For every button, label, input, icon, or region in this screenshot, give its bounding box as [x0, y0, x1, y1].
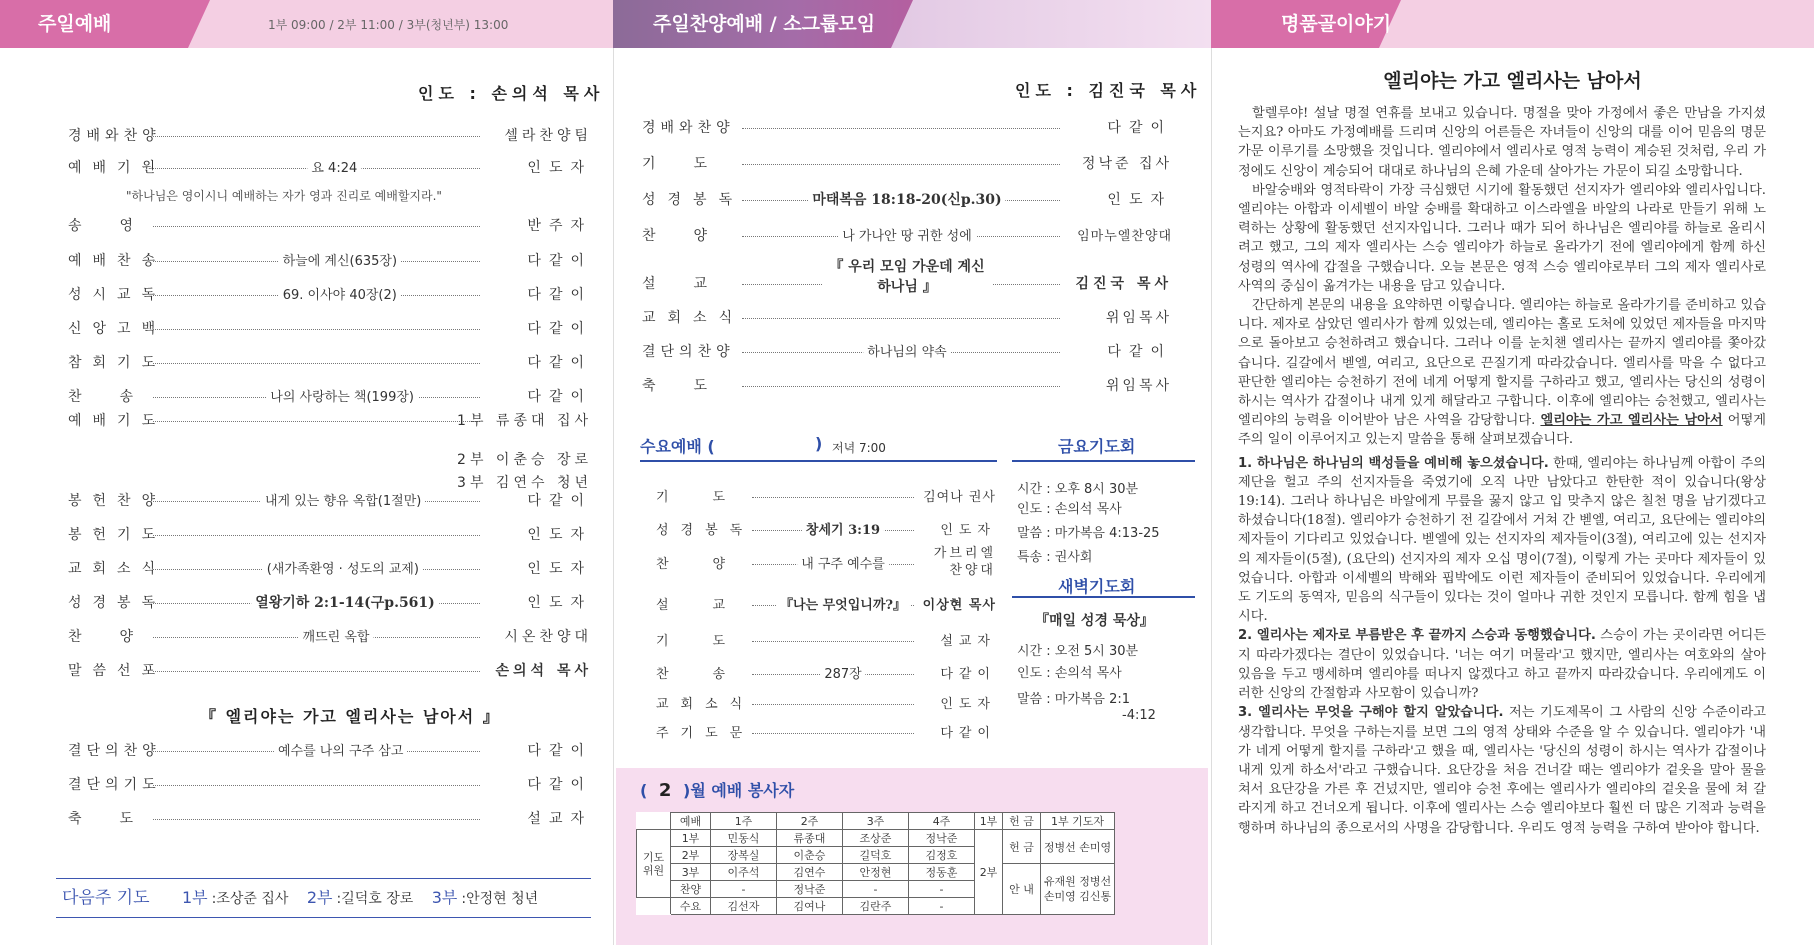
row-person: 다같이	[1107, 120, 1172, 136]
row-person: 임마누엘찬양대	[1077, 229, 1172, 244]
table-row: 3부 이주석 김연수 안정현 정동훈 안 내 유재원 정병선 손미영 김신통	[637, 864, 1115, 881]
service-row	[642, 259, 1172, 303]
row-person: 정낙준 집사	[1081, 156, 1172, 172]
row-content: 내 구주 예수를	[797, 553, 889, 572]
dawn-time: 시간 : 오전 5시 30분	[1017, 644, 1139, 659]
fri-title: 금요기도회	[1058, 437, 1136, 456]
table-row: 기도 위원 1부 민동식 류종대 조상준 정낙준 2부 헌 금 정병선 손미영	[637, 830, 1115, 847]
presider: 인도 : 김진국 목사	[1015, 81, 1202, 100]
service-times: 1부 09:00 / 2부 11:00 / 3부(청년부) 13:00	[268, 18, 509, 32]
row-label: 경배와찬양	[642, 120, 735, 136]
wed-row	[656, 722, 996, 746]
row-person: 1부 류종대 집사	[457, 413, 592, 429]
leader-dots	[742, 127, 1060, 129]
leader-dots	[742, 163, 1060, 165]
row-label: 송영	[68, 218, 172, 234]
presider: 인도 : 손의석 목사	[418, 84, 605, 103]
next-week-prayer: 다음주 기도 1부 :조상준 집사 2부 :길덕호 장로 3부 :안정현 청년	[56, 878, 591, 918]
row-content: 하나님의 약속	[863, 341, 950, 360]
wed-row	[656, 630, 996, 654]
dawn-leader: 인도 : 손의석 목사	[1017, 666, 1122, 681]
row-label: 찬양	[656, 557, 770, 572]
header-title: 주일찬양예배 / 소그룹모임	[653, 13, 876, 35]
row-content: 『나는 무엇입니까?』	[776, 594, 910, 613]
row-content: 예수를 나의 구주 삼고	[274, 740, 407, 759]
row-label: 기도	[642, 156, 746, 172]
header-bar	[613, 0, 1211, 48]
row-label: 예배기원	[68, 160, 167, 176]
row-person: 이상현 목사	[922, 598, 996, 613]
row-person: 다같이	[527, 493, 592, 509]
row-content: 내게 있는 향유 옥합(1절만)	[261, 490, 425, 509]
volunteer-title: ( 2 )월 예배 봉사자	[640, 780, 795, 801]
service-row	[68, 774, 592, 798]
fri-special: 특송 : 권사회	[1017, 550, 1093, 565]
row-label: 성경봉독	[642, 192, 745, 208]
service-row	[68, 626, 592, 650]
leader-dots	[153, 225, 480, 227]
scripture-quote: "하나님은 영이시니 예배하는 자가 영과 진리로 예배할지라."	[126, 189, 442, 203]
row-person: 인도자	[527, 595, 592, 611]
service-row	[68, 215, 592, 239]
fri-underline	[1012, 460, 1195, 462]
prayer-3rd: 3부 김연수 청년	[457, 475, 592, 491]
row-person: 위임목사	[1105, 378, 1172, 394]
row-label: 예배찬송	[68, 253, 167, 269]
row-content: 깨뜨린 옥합	[299, 626, 374, 645]
row-label: 기도	[656, 634, 770, 649]
leader-dots	[153, 328, 480, 330]
table-row: 찬양 - 정낙준 - -	[637, 881, 1115, 898]
table-header-row: 예배 1주 2주 3주 4주 1부 헌 금 1부 기도자	[637, 813, 1115, 830]
fri-leader: 인도 : 손의석 목사	[1017, 502, 1122, 517]
volunteer-month: 2	[658, 780, 672, 801]
article-title: 엘리야는 가고 엘리사는 남아서	[1383, 70, 1642, 92]
service-row	[68, 558, 592, 582]
service-row	[68, 250, 592, 274]
service-row	[68, 808, 592, 832]
article-point: 3. 엘리사는 무엇을 구해야 할지 알았습니다. 저는 기도제목이 그 사람의 신앙 수준이라고 생각합니다. 무엇을 구하는지를 보면 그의 영적 상태와 수준을 알 수 있습니다. 엘리야가 '내가 네게 어떻게 할지를 구하라'고 했을 때, 엘리사는 '당신의 성령이 하시는 역사가 갑절이나 내게 있게 하소서'라고 구했습니다. 요단강을 처음 건너갈 때는 엘리야가 겉옷을 말아 물을 쳐서 요단강을 가른 후 건넜지만, 엘리야 승천 후에는 엘리사가 엘리야의 겉옷을 물에 쳐 갈라지게 하고 건너오게 됩니다. 이후에 엘리사는 스승 엘리야보다 훨씬 더 많은 기적과 능력을 행하며 하나님의 종으로서의 사명을 감당합니다. 우리도 영적 능력을 구하여 받아야 합니다.	[1238, 705, 1766, 836]
row-label: 신앙고백	[68, 321, 167, 337]
row-label: 축도	[68, 811, 172, 827]
wed-row	[656, 693, 996, 717]
row-person: 인도자	[527, 561, 592, 577]
prayer-committee-label: 기도 위원	[637, 830, 671, 898]
prayer-2nd: 2부 이춘승 장로	[457, 452, 592, 468]
row-person: 다같이	[1107, 344, 1172, 360]
row-content: (새가족환영 · 성도의 교제)	[263, 558, 423, 577]
row-label: 참회기도	[68, 355, 167, 371]
leader-dots	[153, 135, 480, 137]
article-paragraph: 바알숭배와 영적타락이 가장 극심했던 시기에 활동했던 선지자가 엘리야와 엘리사입니다. 엘리야는 아합과 이세벨이 바알 숭배를 확대하고 이스라엘을 바알의 나라로 만들기 위해 노력하는 상황에 활동했던 선지자입니다. 그러나 때가 되어 하나님은 엘리야를 하늘로 올리시려고 했고, 그의 제자 엘리사는 스승 엘리야가 하늘로 올라가기 전에 엘리야에게 함께 하신 성령의 역사에 갑절을 구했습니다. 오늘 본문은 영적 스승 엘리야로부터 그의 제자 엘리사로 사역의 중심이 옮겨가는 내용을 담고 있습니다.	[1238, 182, 1766, 294]
leader-dots	[153, 534, 480, 536]
article-point: 1. 하나님은 하나님의 백성들을 예비해 놓으셨습니다. 한때, 엘리야는 하나님께 아합이 주의 제단을 헐고 주의 선지자들을 죽였기에 오직 나만 남았다고 한탄한 적이 있습니다(왕상 19:14). 그러나 하나님은 바알에게 무릎을 꿇지 않고 입 맞추지 않은 칠천 명을 남기겠다고 하셨습니다(18절). 엘리야가 승천하기 전 길갈에서 거쳐 간 벧엘, 여리고, 요단에는 엘리야의 제자들이 기다리고 있었습니다. 벧엘에 있는 선지자의 제자들이(3절), 여리고에 있는 선지자의 제자들이(5절), (요단의) 선지자의 제자 오십 명이(7절), 이렇게 가는 곳마다 제자들이 있었습니다. 아합과 이세벨의 박해와 핍박에도 이런 제자들이 준비되어 있었습니다. 우리에게도 기도의 동역자, 믿음의 식구들이 있다는 것이 얼마나 귀한 것인지 모릅니다. 함께 힘을 냅시다.	[1238, 455, 1766, 625]
service-row	[642, 225, 1172, 249]
row-content: 69. 이사야 40장(2)	[279, 284, 401, 303]
service-row	[68, 410, 592, 434]
leader-dots	[742, 385, 1060, 387]
wed-row	[656, 486, 996, 510]
fri-time: 시간 : 오후 8시 30분	[1017, 482, 1139, 497]
table-row: 2부 장복실 이춘승 길덕호 김정호	[637, 847, 1115, 864]
row-label: 설교	[642, 276, 746, 292]
wed-title: 수요예배 (	[640, 437, 715, 456]
service-row	[642, 307, 1172, 331]
row-label: 찬양	[642, 228, 746, 244]
dawn-word: 말씀 : 마가복음 2:1	[1017, 692, 1131, 707]
volunteer-table	[636, 812, 1115, 915]
row-label: 말씀선포	[68, 663, 167, 679]
row-label: 경배와찬양	[68, 128, 161, 144]
header-bar	[1211, 0, 1814, 48]
row-person: 손의석 목사	[495, 663, 592, 679]
service-row	[642, 117, 1172, 141]
row-label: 교회소식	[68, 561, 167, 577]
row-person: 가브리엘 찬양대	[933, 546, 996, 578]
fri-word: 말씀 : 마가복음 4:13-25	[1017, 526, 1160, 541]
wed-row	[656, 663, 996, 687]
row-content: 요 4:24	[307, 157, 361, 176]
wed-row	[656, 594, 996, 618]
row-label: 축도	[642, 378, 746, 394]
header-bar	[0, 0, 613, 48]
row-person: 다같이	[527, 287, 592, 303]
leader-dots	[752, 703, 914, 705]
service-row	[642, 189, 1172, 213]
service-row	[68, 740, 592, 764]
article-point: 2. 엘리사는 제자로 부름받은 후 끝까지 스승과 동행했습니다. 스승이 가는 곳이라면 어디든지 따라가겠다는 결단이 있었습니다. '너는 여기 머물라'고 했지만, 엘리사는 여호와의 살아 있음을 두고 맹세하며 엘리야를 떠나지 않겠다고 하고 끝까지 따라갔습니다. 우리에게도 이러한 신앙의 간절함과 사모함이 있습니까?	[1238, 628, 1766, 702]
row-label: 교회소식	[642, 310, 745, 326]
sermon-title: 『 엘리야는 가고 엘리사는 남아서 』	[200, 707, 501, 726]
row-label: 봉헌찬양	[68, 493, 167, 509]
row-label: 예배기도	[68, 413, 167, 429]
row-label: 봉헌기도	[68, 527, 167, 543]
next-prayer-title: 다음주 기도	[62, 888, 150, 908]
row-content: 나의 사랑하는 책(199장)	[266, 386, 418, 405]
row-label: 찬송	[656, 667, 770, 682]
leader-dots	[153, 420, 480, 422]
row-label: 결단의찬양	[642, 344, 735, 360]
row-label: 결단의기도	[68, 777, 161, 793]
row-content: 창세기 3:19	[802, 519, 884, 538]
service-row	[68, 524, 592, 548]
article-paragraph: 간단하게 본문의 내용을 요약하면 이렇습니다. 엘리야는 하늘로 올라가기를 준비하고 있습니다. 제자로 삼았던 엘리사가 함께 있었는데, 엘리야는 홀로 도처에 있었던 제자들을 마지막으로 돌아보고 승천하려고 했습니다. 그러나 이를 눈치챈 엘리사는 끝까지 엘리야를 쫓아갔습니다. 길갈에서 벧엘, 여리고, 요단으로 끈질기게 따라갔습니다. 엘리사를 막을 수 없다고 판단한 엘리야는 승천하기 전에 네게 어떻게 할지를 구하라고 했고, 엘리사는 당신의 성령이 하시는 역사가 갑절이나 내게 있게 해달라고 구합니다. 이후에 엘리야는 승천했고, 엘리사는 엘리야의 능력을 이어받아 남은 사역을 감당합니다. 엘리야는 가고 엘리사는 남아서 어떻게 주의 일이 이루어지고 있는지 말씀을 통해 살펴보겠습니다.	[1238, 298, 1766, 448]
row-content: 나 가나안 땅 귀한 성에	[838, 225, 976, 244]
service-row	[68, 660, 592, 684]
article-body	[1238, 104, 1766, 838]
dawn-title: 새벽기도회	[1058, 577, 1136, 596]
row-person: 셀라찬양팀	[504, 128, 592, 144]
leader-dots	[752, 732, 914, 734]
service-row	[68, 125, 592, 149]
leader-dots	[153, 362, 480, 364]
row-label: 기도	[656, 490, 770, 505]
wed-row	[656, 546, 996, 578]
row-person: 반주자	[527, 218, 592, 234]
row-label: 결단의찬양	[68, 743, 161, 759]
row-person: 다같이	[940, 667, 996, 682]
row-person: 시온찬양대	[504, 629, 592, 645]
row-content: 287장	[820, 663, 865, 682]
row-person: 다같이	[527, 389, 592, 405]
leader-dots	[153, 784, 480, 786]
row-label: 성경봉독	[68, 595, 167, 611]
row-person: 인도자	[1107, 192, 1172, 208]
dawn-word-cont: -4:12	[1122, 708, 1156, 723]
header-title: 명품골이야기	[1281, 13, 1392, 35]
wed-title-close: )	[815, 434, 823, 453]
service-row	[68, 157, 592, 181]
wed-underline	[640, 460, 997, 462]
article-paragraph: 할렐루야! 설날 명절 연휴를 보내고 있습니다. 명절을 맞아 가정에서 좋은 만남을 가지셨는지요? 아마도 가정예배를 드리며 신앙의 어른들은 자녀들이 신앙의 대를 이어 믿음의 명문가문 이루기를 소망했을 것입니다. 엘리야에서 엘리사로 영적 능력이 계승된 것처럼, 우리 가정에도 신앙이 계승되어 대대로 하나님의 은혜 가운데 살아가는 가문이 되길 소망합니다.	[1238, 106, 1766, 179]
row-person: 다같이	[940, 726, 996, 741]
row-person: 다같이	[527, 743, 592, 759]
row-person: 인도자	[527, 160, 592, 176]
row-person: 다같이	[527, 253, 592, 269]
dawn-subtitle: 『매일 성경 묵상』	[1035, 613, 1154, 629]
leader-dots	[153, 670, 480, 672]
row-person: 인도자	[940, 697, 996, 712]
row-person: 다같이	[527, 777, 592, 793]
row-label: 설교	[656, 598, 770, 613]
service-row	[642, 375, 1172, 399]
leader-dots	[153, 818, 480, 820]
row-person: 인도자	[940, 523, 996, 538]
row-content: 마태복음 18:18-20(신p.30)	[808, 189, 1005, 209]
row-person: 다같이	[527, 355, 592, 371]
wed-time: 저녁 7:00	[832, 441, 886, 455]
row-person: 설교자	[527, 811, 592, 827]
row-label: 찬송	[68, 389, 172, 405]
volunteer-panel	[616, 768, 1208, 945]
service-row	[68, 352, 592, 376]
row-content: 열왕기하 2:1-14(구p.561)	[251, 592, 439, 612]
row-person: 김여나 권사	[923, 490, 996, 505]
service-row	[68, 318, 592, 342]
service-row	[68, 592, 592, 616]
leader-dots	[752, 496, 914, 498]
header-title: 주일예배	[38, 13, 112, 35]
row-person: 다같이	[527, 321, 592, 337]
row-content: 하늘에 계신(635장)	[279, 250, 401, 269]
row-person: 설교자	[940, 634, 996, 649]
row-person: 위임목사	[1105, 310, 1172, 326]
row-content: 『 우리 모임 가운데 계신 하나님 』	[822, 257, 992, 297]
row-label: 성시교독	[68, 287, 167, 303]
row-person: 인도자	[527, 527, 592, 543]
service-row	[68, 386, 592, 410]
row-label: 성경봉독	[656, 523, 755, 538]
row-label: 교회소식	[656, 697, 755, 712]
leader-dots	[742, 317, 1060, 319]
leader-dots	[752, 640, 914, 642]
service-row	[68, 284, 592, 308]
service-row	[642, 341, 1172, 365]
wed-row	[656, 519, 996, 543]
table-row: 수요 김선자 김여나 김란주 -	[637, 898, 1115, 915]
row-person: 김진국 목사	[1075, 276, 1172, 292]
service-row	[642, 153, 1172, 177]
row-label: 주기도문	[656, 726, 755, 741]
row-label: 찬양	[68, 629, 172, 645]
